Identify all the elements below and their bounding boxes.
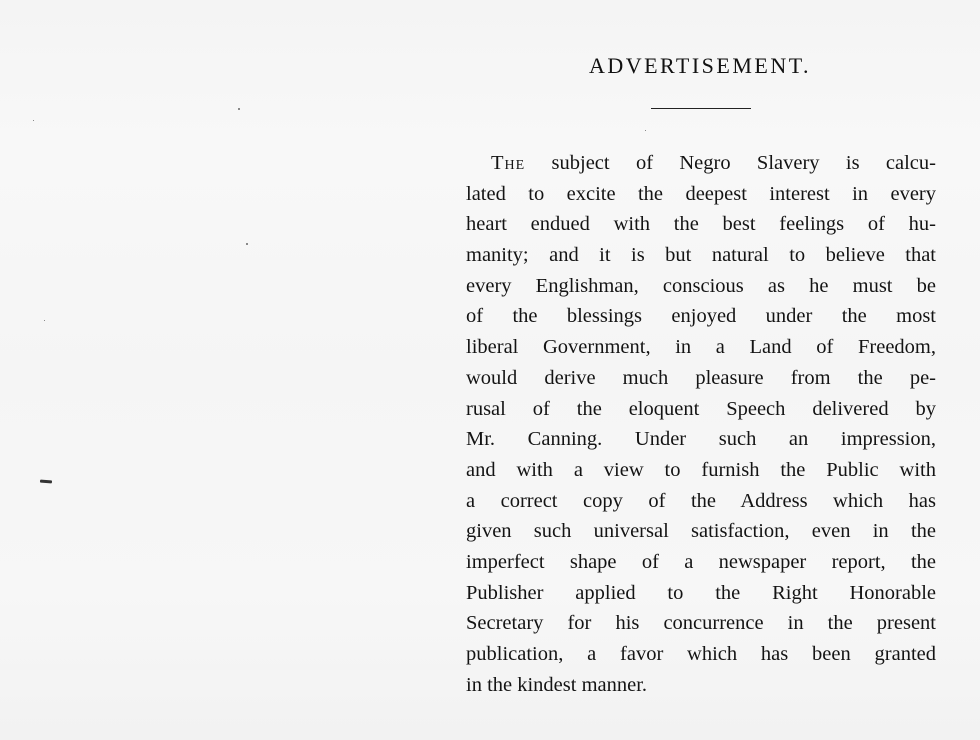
scan-speck (645, 130, 646, 131)
paragraph-first-word: The (491, 152, 526, 174)
paragraph-line-text: subject of Negro Slavery is calcu- (525, 152, 936, 174)
paragraph-line: Secretary for his concurrence in the present (466, 612, 936, 635)
scan-speck (44, 320, 45, 321)
heading-rule-divider (651, 108, 751, 109)
paragraph-line: manity; and it is but natural to believe that (466, 244, 936, 267)
paragraph-line: heart endued with the best feelings of hu- (466, 213, 936, 236)
paragraph-line: every Englishman, conscious as he must be (466, 274, 936, 297)
scan-speck (246, 243, 248, 245)
paragraph-line: Mr. Canning. Under such an impression, (466, 428, 936, 451)
paragraph-line: imperfect shape of a newspaper report, the (466, 550, 936, 573)
paragraph-line: lated to excite the deepest interest in every (466, 182, 936, 205)
paragraph-line: a correct copy of the Address which has (466, 489, 936, 512)
paragraph-line (466, 148, 936, 179)
page-heading: ADVERTISEMENT. (588, 52, 812, 78)
scan-mark (40, 480, 52, 484)
paragraph-line: liberal Government, in a Land of Freedom, (466, 336, 936, 359)
paragraph-line: Publisher applied to the Right Honorable (466, 581, 936, 604)
paragraph-line: and with a view to furnish the Public with (466, 458, 936, 481)
paragraph-line: given such universal satisfaction, even in the (466, 520, 936, 543)
scan-speck (33, 120, 34, 121)
paragraph-line: of the blessings enjoyed under the most (466, 305, 936, 328)
paragraph-line: publication, a favor which has been granted (466, 643, 936, 665)
paragraph-line: in the kindest manner. (466, 673, 648, 696)
paragraph-line: rusal of the eloquent Speech delivered by (466, 397, 936, 420)
scan-speck (238, 108, 240, 110)
advertisement-paragraph (466, 148, 936, 700)
paragraph-line: would derive much pleasure from the pe- (466, 366, 936, 389)
